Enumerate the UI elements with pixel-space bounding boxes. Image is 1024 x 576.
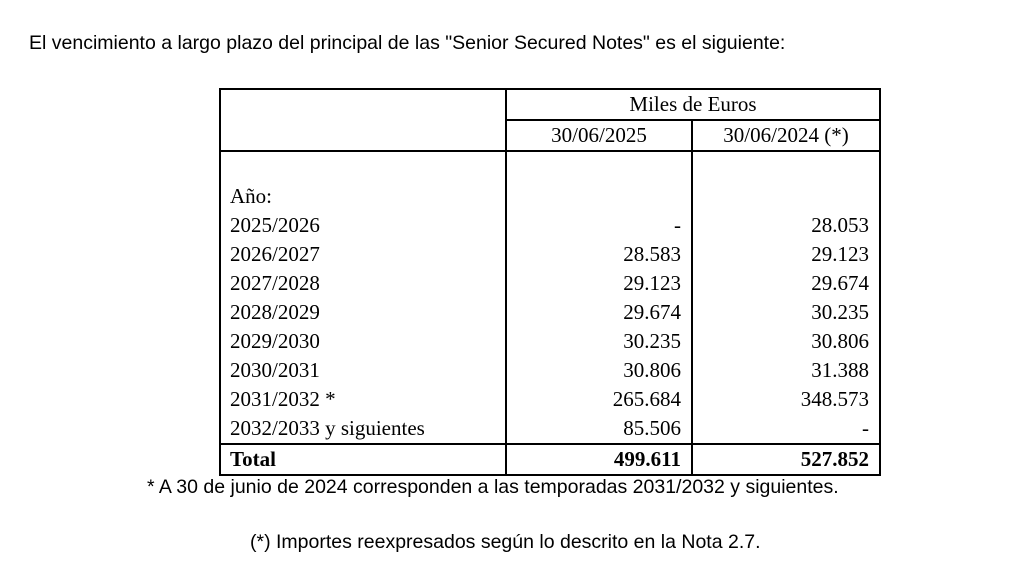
footnote-seasons: * A 30 de junio de 2024 corresponden a las temporadas 2031/2032 y siguientes. xyxy=(147,476,839,498)
value-2024-cell: 31.388 xyxy=(692,356,880,385)
year-cell: 2028/2029 xyxy=(220,298,506,327)
table-row xyxy=(220,327,880,356)
value-2024-cell: 28.053 xyxy=(692,211,880,240)
value-2025-cell: - xyxy=(506,211,692,240)
value-2025-cell: 29.123 xyxy=(506,269,692,298)
table-row xyxy=(220,211,880,240)
footnote-restated: (*) Importes reexpresados según lo descrito en la Nota 2.7. xyxy=(250,531,761,553)
intro-paragraph: El vencimiento a largo plazo del principal de las "Senior Secured Notes" es el siguiente: xyxy=(29,32,786,54)
value-2025-cell: 265.684 xyxy=(506,385,692,414)
value-2025-cell: 29.674 xyxy=(506,298,692,327)
year-cell: 2025/2026 xyxy=(220,211,506,240)
total-2024-cell: 527.852 xyxy=(692,444,880,475)
column-header-2025: 30/06/2025 xyxy=(506,120,692,151)
value-2024-cell: 29.674 xyxy=(692,269,880,298)
table-row xyxy=(220,269,880,298)
value-2025-cell: 30.235 xyxy=(506,327,692,356)
year-cell: 2031/2032 * xyxy=(220,385,506,414)
year-cell: 2032/2033 y siguientes xyxy=(220,414,506,444)
table-row xyxy=(220,298,880,327)
section-label-row xyxy=(220,182,880,211)
total-label: Total xyxy=(220,444,506,475)
table-row xyxy=(220,385,880,414)
header-empty-cell xyxy=(220,89,506,151)
year-cell: 2030/2031 xyxy=(220,356,506,385)
total-row xyxy=(220,444,880,475)
maturity-table xyxy=(219,88,881,476)
value-2024-cell: - xyxy=(692,414,880,444)
value-2024-cell: 29.123 xyxy=(692,240,880,269)
value-2025-cell: 85.506 xyxy=(506,414,692,444)
year-cell: 2029/2030 xyxy=(220,327,506,356)
table-header-row-group xyxy=(220,89,880,120)
year-cell: 2027/2028 xyxy=(220,269,506,298)
value-2024-cell: 30.806 xyxy=(692,327,880,356)
year-section-label: Año: xyxy=(220,182,506,211)
table-row xyxy=(220,414,880,444)
value-2024-cell: 348.573 xyxy=(692,385,880,414)
table-row xyxy=(220,356,880,385)
spacer-row xyxy=(220,151,880,182)
total-2025-cell: 499.611 xyxy=(506,444,692,475)
table-row xyxy=(220,240,880,269)
value-2025-cell: 30.806 xyxy=(506,356,692,385)
year-cell: 2026/2027 xyxy=(220,240,506,269)
value-2025-cell: 28.583 xyxy=(506,240,692,269)
column-header-2024: 30/06/2024 (*) xyxy=(692,120,880,151)
value-2024-cell: 30.235 xyxy=(692,298,880,327)
currency-group-header: Miles de Euros xyxy=(506,89,880,120)
